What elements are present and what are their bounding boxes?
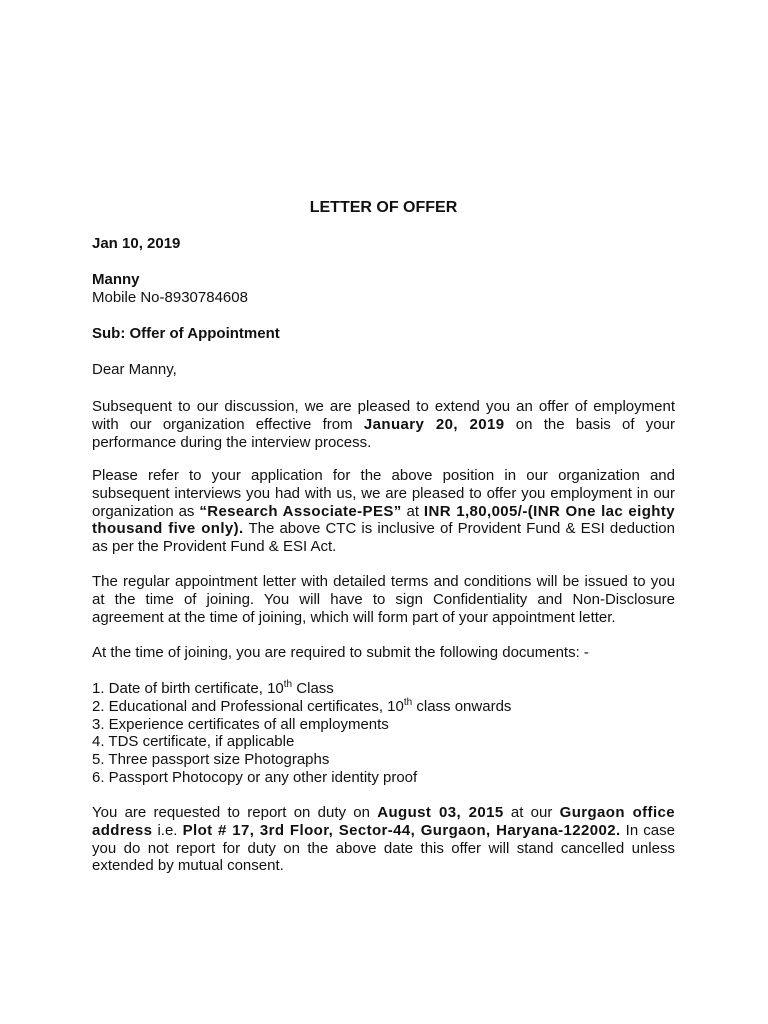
- effective-date: January 20, 2019: [363, 415, 505, 433]
- list-item: 6. Passport Photocopy or any other identity proof: [92, 768, 418, 786]
- paragraph-position-text-1: Please refer to your application for the above position in our organization and subsequent interviews you had with us, we are pleased to offer you employment in our organization as: [92, 467, 675, 520]
- list-item: 1. Date of birth certificate, 10th Class: [92, 679, 334, 697]
- paragraph-documents-intro: At the time of joining, you are required to submit the following documents: -: [92, 644, 589, 661]
- paragraph-offer-text-2: on the basis of your performance during the interview process.: [92, 415, 675, 451]
- recipient-block: [92, 271, 675, 307]
- paragraph-reporting: [92, 804, 675, 875]
- list-item: 2. Educational and Professional certificates, 10th class onwards: [92, 696, 512, 715]
- paragraph-offer: [92, 398, 675, 451]
- position-title: “Research Associate-PES”: [199, 502, 402, 520]
- documents-list: [92, 680, 675, 787]
- report-date: August 03, 2015: [377, 804, 504, 821]
- letter-date: Jan 10, 2019: [92, 235, 181, 252]
- recipient-name: Manny: [92, 271, 140, 288]
- paragraph-reporting-text-1: You are requested to report on duty on: [92, 804, 378, 821]
- list-item: 4. TDS certificate, if applicable: [92, 733, 295, 751]
- paragraph-position: [92, 467, 675, 556]
- paragraph-position-text-2: at: [401, 502, 424, 520]
- paragraph-offer-text-1: Subsequent to our discussion, we are pleased to extend you an offer of employment with our organization effective from: [92, 398, 675, 433]
- list-item: 5. Three passport size Photographs: [92, 751, 330, 769]
- office-name: Gurgaon office address: [92, 804, 675, 839]
- salutation: Dear Manny,: [92, 361, 177, 378]
- paragraph-reporting-text-4: In case you do not report for duty on the above date this offer will stand cancelled unless extended by mutual consent.: [92, 821, 675, 875]
- paragraph-appointment-letter: The regular appointment letter with detailed terms and conditions will be issued to you at the time of joining. You will have to sign Confidentiality and Non-Disclosure agreement at the time of joining, which will form part of your appointment letter.: [92, 573, 675, 626]
- list-item: 3. Experience certificates of all employments: [92, 715, 389, 733]
- salary-amount: INR 1,80,005/-(INR One lac eighty thousand five only).: [92, 502, 675, 538]
- paragraph-reporting-text-2: at our: [503, 804, 560, 821]
- recipient-mobile: Mobile No-8930784608: [92, 288, 248, 306]
- subject-line: Sub: Offer of Appointment: [92, 325, 280, 342]
- office-address: Plot # 17, 3rd Floor, Sector-44, Gurgaon, Haryana-122002.: [182, 821, 621, 839]
- letter-title: LETTER OF OFFER: [309, 199, 458, 216]
- paragraph-position-text-3: The above CTC is inclusive of Provident Fund & ESI deduction as per the Provident Fund & ESI Act.: [92, 520, 675, 556]
- paragraph-reporting-text-3: i.e.: [152, 821, 183, 839]
